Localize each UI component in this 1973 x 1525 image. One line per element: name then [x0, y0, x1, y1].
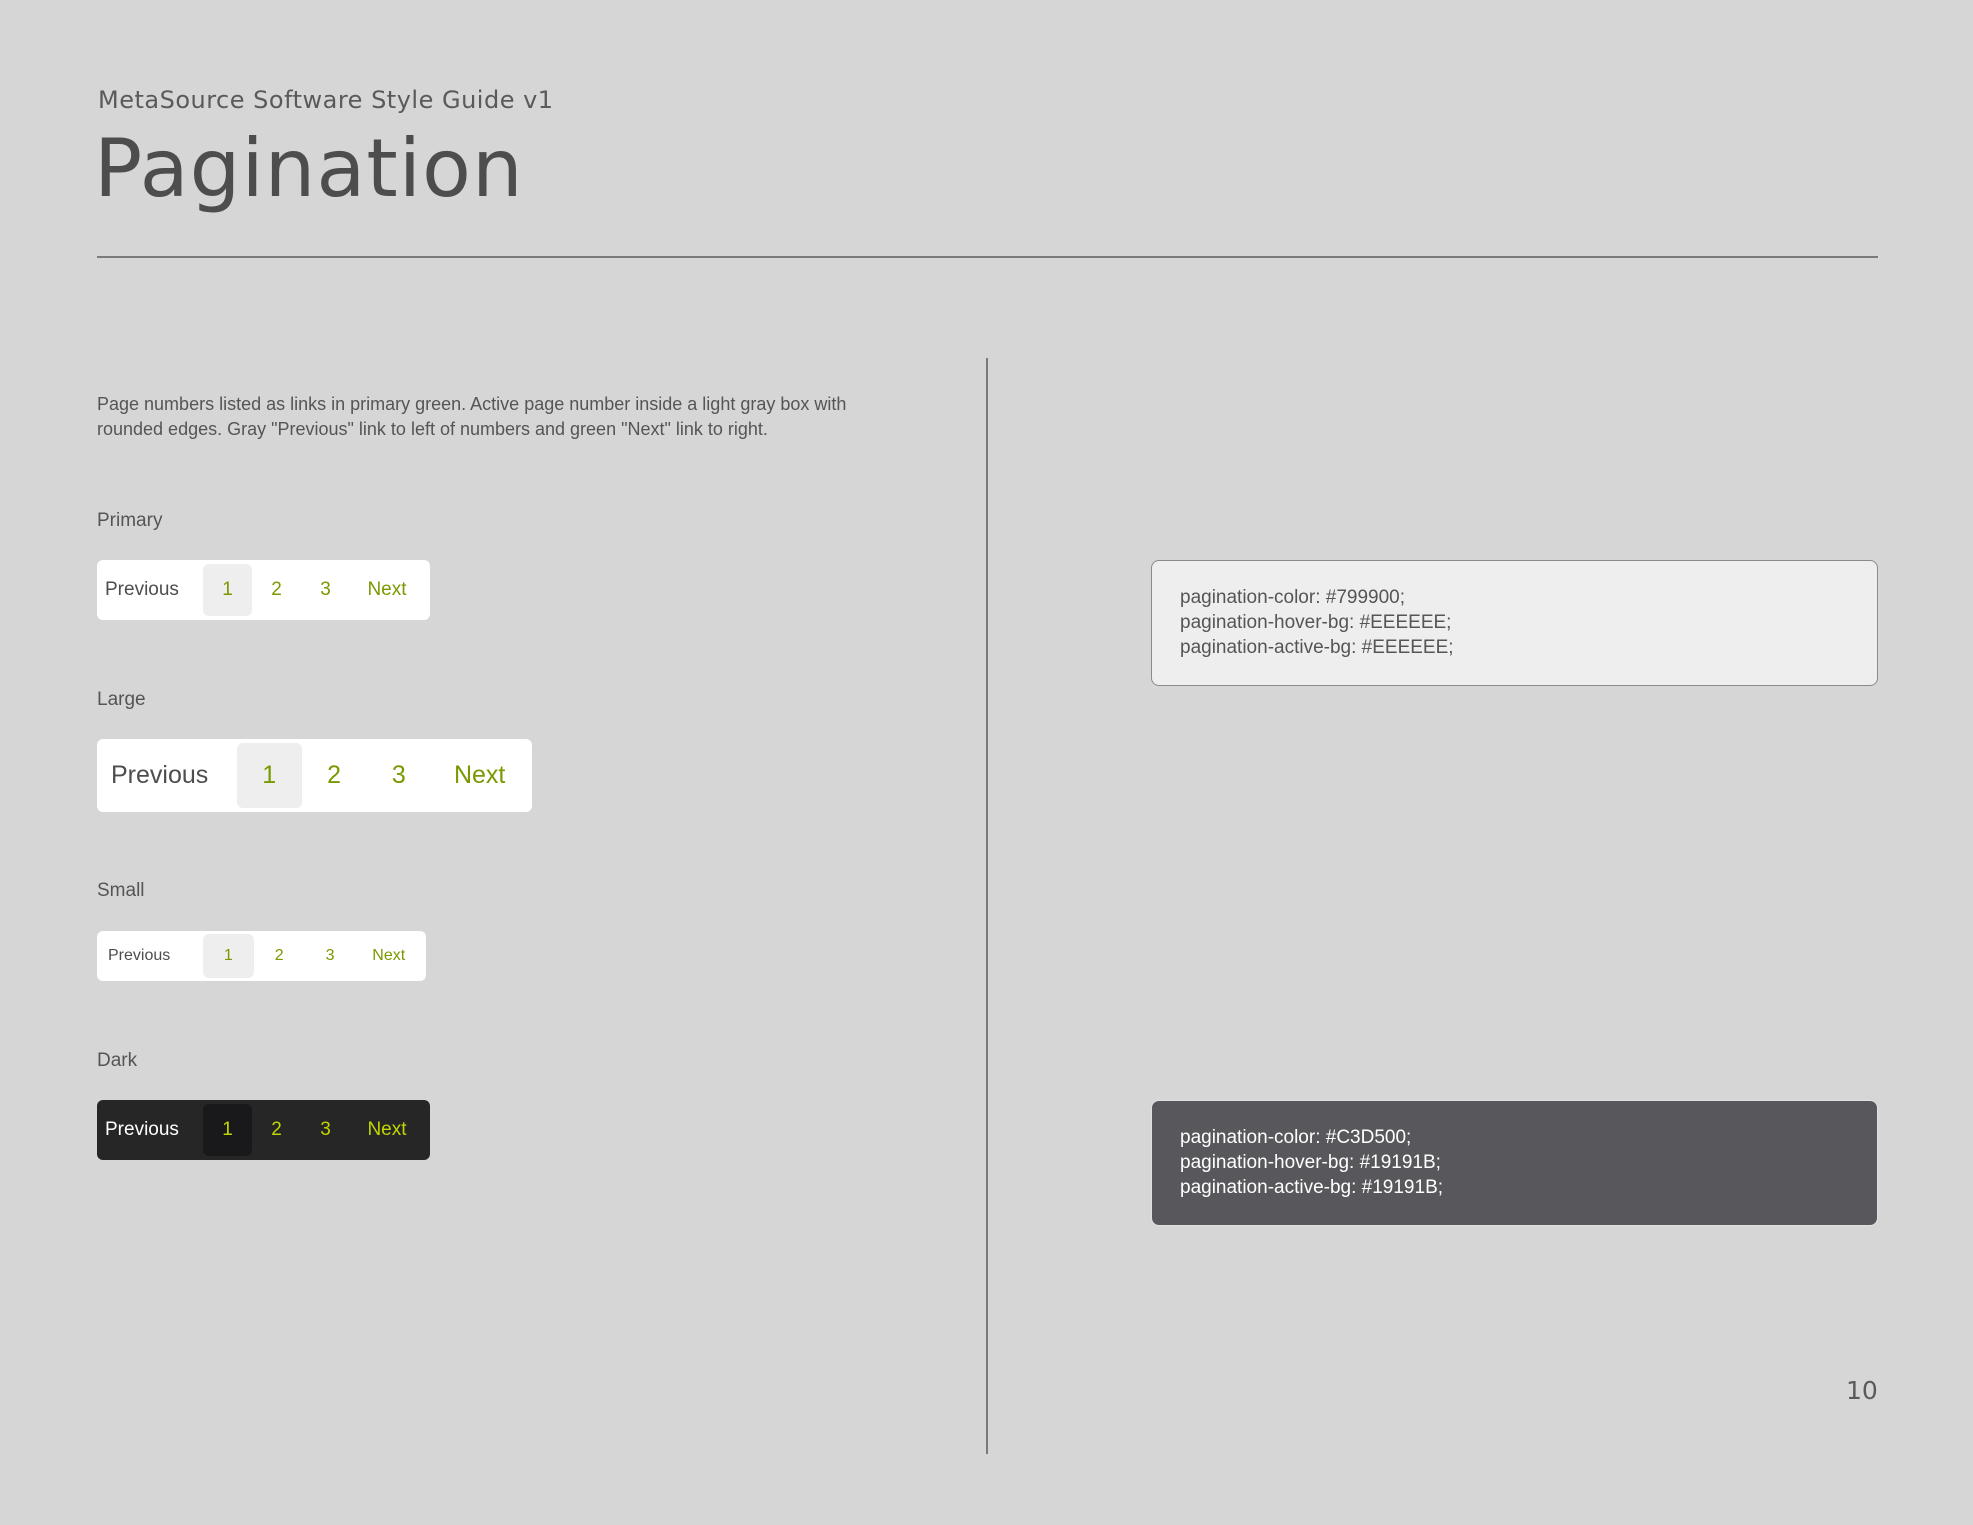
page-link-2[interactable]: 2	[327, 761, 341, 789]
code-line: pagination-hover-bg: #19191B;	[1180, 1152, 1441, 1173]
page-link-2[interactable]: 2	[271, 1119, 282, 1140]
section-label-dark: Dark	[97, 1050, 138, 1071]
pagination-small	[97, 931, 426, 981]
pagination-large	[97, 739, 532, 812]
code-line: pagination-hover-bg: #EEEEEE;	[1180, 612, 1452, 633]
header-divider	[97, 256, 1878, 258]
pagination-dark	[97, 1100, 430, 1160]
page-number: 10	[1846, 1376, 1878, 1405]
page-link-1-active[interactable]: 1	[203, 1104, 252, 1156]
next-link[interactable]: Next	[453, 761, 506, 789]
page-link-3[interactable]: 3	[391, 761, 406, 789]
code-box-dark	[1151, 1100, 1878, 1226]
style-guide-subtitle: MetaSource Software Style Guide v1	[98, 86, 554, 114]
code-line: pagination-color: #C3D500;	[1180, 1127, 1412, 1148]
column-divider	[986, 358, 988, 1454]
code-line: pagination-active-bg: #19191B;	[1180, 1177, 1444, 1198]
code-box-light	[1151, 560, 1878, 686]
section-label-primary: Primary	[97, 510, 163, 531]
previous-link[interactable]: Previous	[108, 947, 171, 964]
page-link-3[interactable]: 3	[320, 1119, 331, 1140]
description-text: Page numbers listed as links in primary green. Active page number inside a light gray box with rounded edges. Gray "Previous" link to left of numbers and green "Next" link to right.	[97, 394, 847, 439]
page-link-2[interactable]: 2	[271, 579, 282, 600]
code-line: pagination-color: #799900;	[1180, 587, 1406, 608]
previous-link[interactable]: Previous	[111, 761, 209, 789]
page-link-3[interactable]: 3	[320, 579, 331, 600]
page-link-1-active[interactable]: 1	[237, 743, 302, 808]
next-link[interactable]: Next	[367, 1119, 407, 1140]
page-link-1-active[interactable]: 1	[203, 934, 254, 978]
section-label-large: Large	[97, 689, 146, 710]
previous-link[interactable]: Previous	[105, 579, 179, 600]
section-label-small: Small	[97, 880, 145, 901]
page-link-2[interactable]: 2	[274, 947, 284, 964]
pagination-primary	[97, 560, 430, 620]
next-link[interactable]: Next	[372, 947, 406, 964]
page-link-1-active[interactable]: 1	[203, 564, 252, 616]
next-link[interactable]: Next	[367, 579, 407, 600]
page-title: Pagination	[94, 122, 524, 215]
previous-link[interactable]: Previous	[105, 1119, 179, 1140]
code-line: pagination-active-bg: #EEEEEE;	[1180, 637, 1454, 658]
page-link-3[interactable]: 3	[325, 947, 335, 964]
